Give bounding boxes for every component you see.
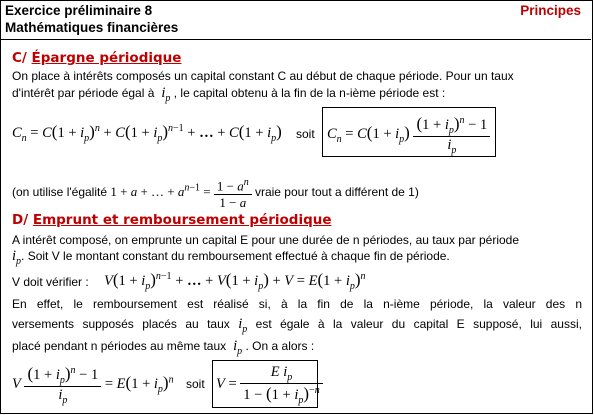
section-d-para-3: placé pendant n périodes au même taux $i_p$ . On a alors : [12, 338, 315, 357]
section-c-intro-2: d'intérêt par période égal à $i_p$ , le capital obtenu à la fin de la n-ième période est : [12, 85, 446, 104]
verify-label: V doit vérifier : [12, 275, 89, 289]
exercise-category: Principes [520, 3, 581, 18]
boxed-formula-payment: V = $\frac{E i_p}{1 - (1 + i_p)^{-n}}$ [212, 360, 318, 408]
section-d-label: D/ [12, 212, 29, 228]
exercise-subject: Mathématiques financières [5, 20, 179, 35]
formula-loan-result: V $\frac{(1 + i_p)^n - 1}{i_p}$ = $E(1 + i_p)^n$ [12, 364, 174, 406]
section-c-intro-1: On place à intérêts composés un capital constant C au début de chaque période. Pour un taux [12, 69, 514, 83]
section-c-label: C/ [12, 50, 27, 66]
exercise-header [0, 0, 591, 40]
section-d-para-1: En effet, le remboursement est réalisé si, à la fin de la n-ième période, la valeur des n [12, 297, 582, 311]
rate-symbol: $i_p$ [161, 85, 171, 104]
section-d-line-2: $i_p$. Soit V le montant constant du remboursement effectué à chaque fin de période. [12, 248, 450, 267]
identity-line: (on utilise l'égalité 1 + a + … + $a^{n-1}$ = $\frac{1 - a^n}{1 - a}$ vraie pour tout a différent de 1) [12, 177, 419, 211]
section-d-line-1: A intérêt composé, on emprunte un capital E pour une durée de n périodes, au taux par période [12, 233, 519, 247]
formula-loan-condition: $V(1 + i_p)^{n-1}$ + … + $V(1 + i_p) + V = E(1 + i_p)^n$ [104, 270, 366, 292]
soit-d: soit [186, 377, 205, 391]
boxed-formula-savings: $C_n = C(1 + i_p)$ $\frac{(1 + i_p)^n - 1}{i_p}$ [322, 107, 496, 157]
section-c-title: Épargne périodique [31, 50, 182, 66]
section-c-heading [12, 50, 181, 66]
section-d-heading [12, 212, 332, 228]
section-d-para-2: versements supposés placés au taux $i_p$ est égale à la valeur du capital E supposé, lui aussi, [12, 316, 582, 335]
soit-c: soit [296, 127, 315, 141]
formula-savings-sum: $C_n = C(1 + i_p)^n + C(1 + i_p)^{n-1}$ + … + $C(1 + i_p)$ [12, 122, 282, 144]
section-d-title: Emprunt et remboursement périodique [32, 212, 332, 228]
exercise-number: Exercice préliminaire 8 [5, 3, 153, 18]
